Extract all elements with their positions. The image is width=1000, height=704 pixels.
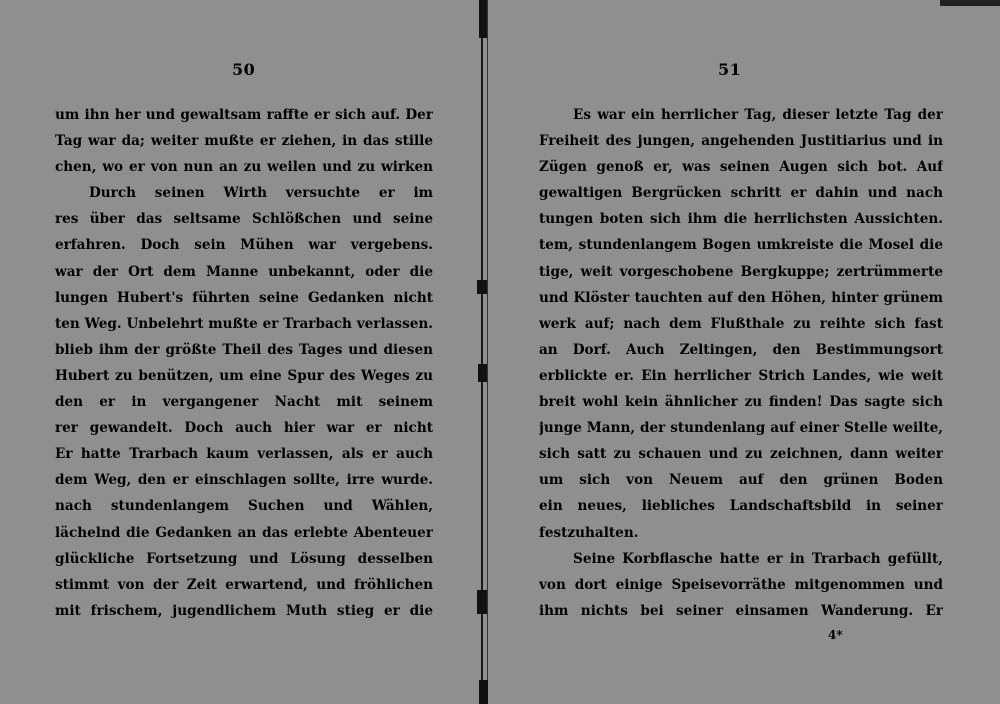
text-line: Freiheit des jungen, angehenden Justitiarius und in [539, 133, 943, 150]
text-line: Tag war da; weiter mußte er ziehen, in das stille [55, 133, 433, 150]
text-line: lächelnd die Gedanken an das erlebte Abenteuer [55, 524, 433, 541]
page-text [539, 102, 943, 624]
text-line: festzuhalten. [539, 524, 639, 541]
left-page [0, 0, 478, 704]
text-line: glückliche Fortsetzung und Lösung desselben [55, 550, 433, 567]
text-line: breit wohl kein ähnlicher zu finden! Das sagte sich [539, 394, 943, 411]
text-line: sich satt zu schauen und zu zeichnen, dann weiter [539, 446, 943, 463]
signature-mark: 4* [828, 628, 843, 642]
right-page [492, 0, 1000, 704]
text-line: dem Weg, den er einschlagen sollte, irre wurde. [55, 472, 433, 489]
text-line: den er in vergangener Nacht mit seinem [55, 394, 433, 411]
text-line: res über das seltsame Schlößchen und seine [55, 211, 433, 228]
gutter-mark [479, 680, 488, 704]
gutter-mark [477, 280, 487, 294]
text-line: werk auf; nach dem Flußthale zu reihte sich fast [539, 315, 943, 332]
text-line: an Dorf. Auch Zeltingen, den Bestimmungsort [539, 341, 943, 358]
text-line: junge Mann, der stundenlang auf einer Stelle weilte, [539, 420, 943, 437]
text-line: erblickte er. Ein herrlicher Strich Landes, wie weit [539, 367, 943, 384]
text-line: nach stundenlangem Suchen und Wählen, [55, 498, 433, 515]
text-line: blieb ihm der größte Theil des Tages und diesen [55, 341, 433, 358]
text-line: Zügen genoß er, was seinen Augen sich bot. Auf [539, 159, 943, 176]
text-line: Es war ein herrlicher Tag, dieser letzte Tag der [573, 107, 943, 123]
text-line: um ihn her und gewaltsam raffte er sich auf. Der [55, 107, 433, 123]
text-line: und Klöster tauchten auf den Höhen, hinter grünem [539, 289, 943, 306]
page-number: 50 [232, 60, 256, 79]
text-line: ein neues, liebliches Landschaftsbild in seiner [539, 498, 943, 515]
text-line: Seine Korbflasche hatte er in Trarbach gefüllt, [573, 550, 943, 567]
text-line: lungen Hubert's führten seine Gedanken nicht [55, 289, 433, 306]
text-line: war der Ort dem Manne unbekannt, oder die [55, 263, 433, 280]
text-line: ten Weg. Unbelehrt mußte er Trarbach verlassen. [55, 315, 433, 332]
text-line: tungen boten sich ihm die herrlichsten Aussichten. [539, 211, 943, 228]
text-line: tige, weit vorgeschobene Bergkuppe; zertrümmerte [539, 263, 943, 280]
text-line: stimmt von der Zeit erwartend, und fröhlichen [55, 576, 433, 593]
text-line: Er hatte Trarbach kaum verlassen, als er auch [55, 446, 433, 463]
text-line: tem, stundenlangem Bogen umkreiste die Mosel die [539, 237, 943, 254]
text-line: rer gewandelt. Doch auch hier war er nicht [55, 420, 433, 437]
text-line: mit frischem, jugendlichem Muth stieg er die [55, 602, 433, 619]
text-line: chen, wo er von nun an zu weilen und zu wirken [55, 159, 433, 176]
text-line: gewaltigen Bergrücken schritt er dahin und nach [539, 185, 943, 202]
text-line: Durch seinen Wirth versuchte er im [89, 185, 433, 202]
text-line: erfahren. Doch sein Mühen war vergebens. [55, 237, 433, 254]
gutter-mark [479, 0, 487, 38]
page-number: 51 [718, 60, 742, 79]
gutter-shadow-line [487, 0, 488, 704]
text-line: ihm nichts bei seiner einsamen Wanderung. Er [539, 602, 943, 619]
text-line: um sich von Neuem auf den grünen Boden [539, 472, 943, 489]
text-line: von dort einige Speisevorräthe mitgenommen und [539, 576, 943, 593]
gutter-mark [478, 364, 487, 382]
page-text [55, 102, 433, 624]
gutter-mark [477, 590, 487, 614]
text-line: Hubert zu benützen, um eine Spur des Weges zu [55, 367, 433, 384]
